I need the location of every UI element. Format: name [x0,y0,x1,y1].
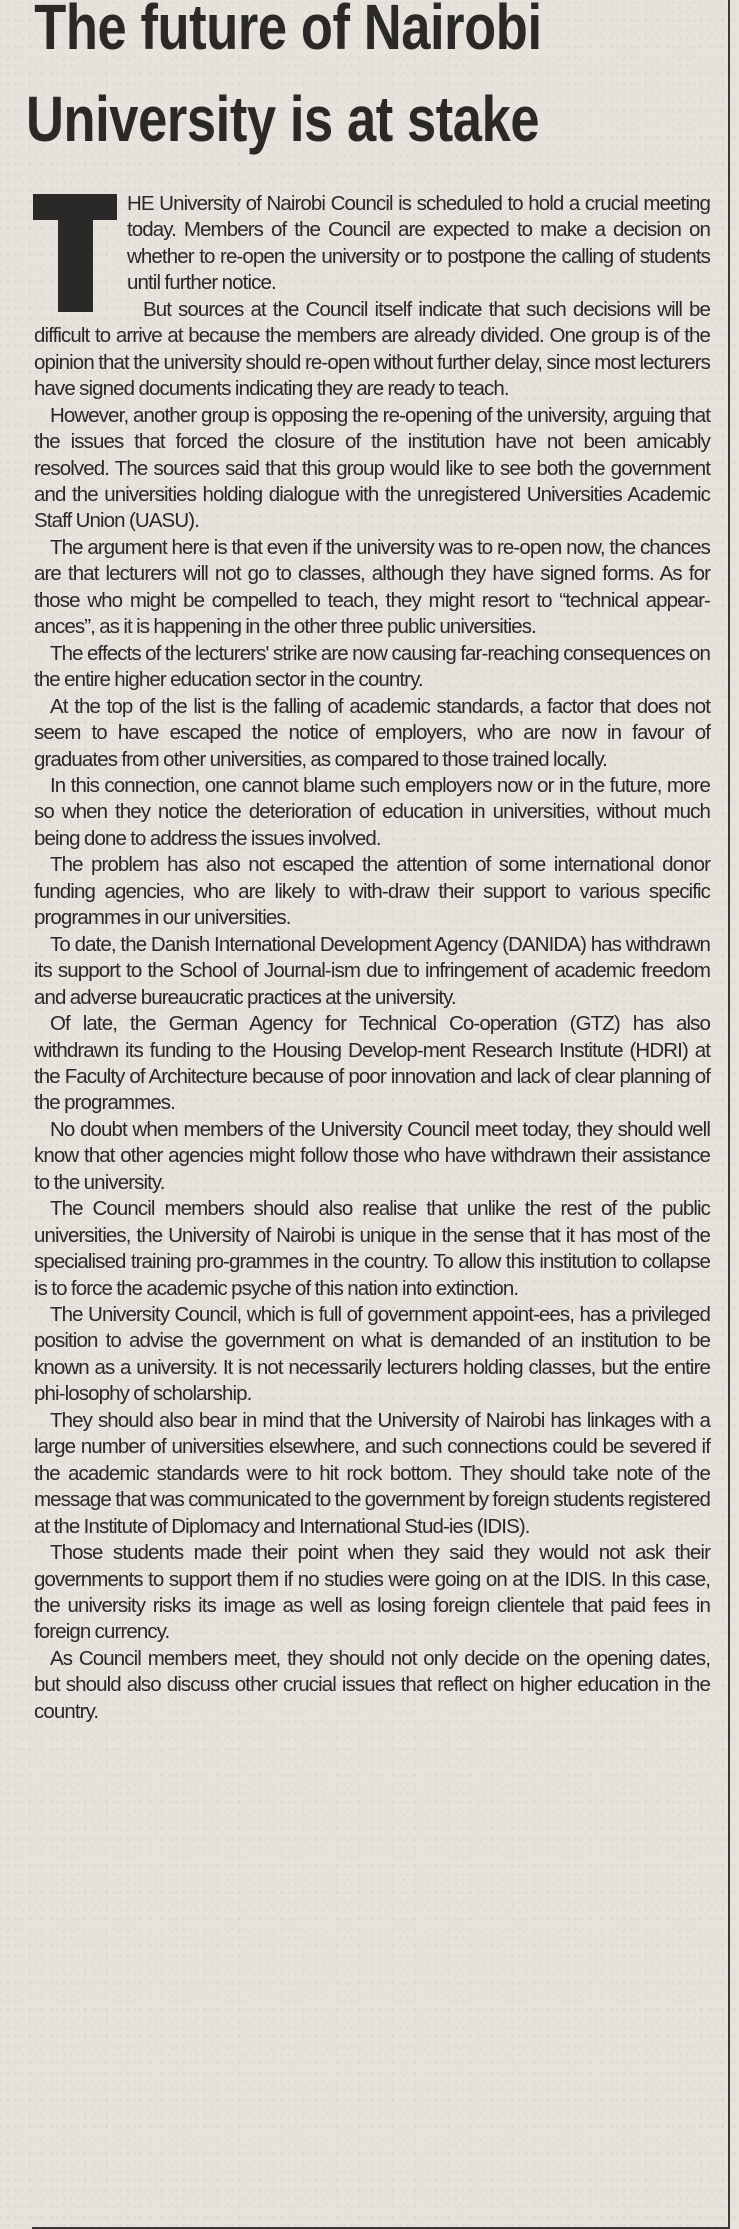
paragraph: But sources at the Council itself indicate that such decisions will be difficult to arrive at because the members are already divided. One group is of the opinion that the university should re-open without further delay, since most lecturers have signed documents indicating they are ready to teach. [34,297,710,401]
paragraph: They should also bear in mind that the University of Nairobi has linkages with a large number of universities elsewhere, and such connections could be severed if the academic standards were to hit rock bottom. They should take note of the message that was communicated to the government by foreign students registered at the Institute of Diplomacy and International Stud-ies (IDIS). [34,1408,710,1538]
paragraph: Of late, the German Agency for Technical Co-operation (GTZ) has also withdrawn its funding to the Housing Develop-ment Research Institute (HDRI) at the Faculty of Architecture because of poor innovation and lack of clear planning of the programmes. [34,1012,710,1115]
paragraph: As Council members meet, they should not only decide on the opening dates, but should also discuss other crucial issues that reflect on higher education in the country. [34,1646,710,1723]
lead-paragraph [34,191,710,297]
headline-line-1: The future of Nairobi [34,0,542,63]
paragraph: The effects of the lecturers' strike are now causing far-reaching consequences on the entire higher education sector in the country. [34,641,710,692]
paragraph: To date, the Danish International Development Agency (DANIDA) has withdrawn its support to the School of Journal-ism due to infringement of academic freedom and adverse bureaucratic practices at the university. [34,932,710,1009]
paragraph: The argument here is that even if the university was to re-open now, the chances are that lecturers will not go to classes, although they have signed forms. As for those who might be compelled to teach, they might resort to “technical appear-ances”, as it is happening in the other three public universities. [34,535,710,639]
lead-paragraph-text: HE University of Nairobi Council is scheduled to hold a crucial meeting today. Members of the Council are expected to make a decision on whether to re-open the university or to postpone the calling of students until further notice. [127,192,710,295]
headline-line-2: University is at stake [26,83,540,155]
drop-cap [33,194,117,312]
paragraph: Those students made their point when they said they would not ask their governments to support them if no studies were going on at the IDIS. In this case, the university risks its image as well as losing foreign clientele that paid fees in foreign currency. [34,1541,710,1644]
headline [26,0,600,160]
drop-cap-letter [33,194,117,312]
column-rule-right [728,0,730,2229]
paragraph: However, another group is opposing the re-opening of the university, arguing that the issues that forced the closure of the institution have not been amicably resolved. The sources said that this group would like to see both the government and the universities holding dialogue with the unregistered Universities Academic Staff Union (UASU). [34,403,710,533]
paragraph: In this connection, one cannot blame such employers now or in the future, more so when they notice the deterioration of education in universities, without much being done to address the issues involved. [34,773,710,850]
paragraph: The University Council, which is full of government appoint-ees, has a privileged position to advise the government on what is demanded of an institution to be known as a university. It is not necessarily lecturers holding classes, but the entire phi-losophy of scholarship. [34,1303,710,1406]
paragraph: At the top of the list is the falling of academic standards, a factor that does not seem to have escaped the notice of employers, who are now in favour of graduates from other universities, as compared to those trained locally. [34,694,710,771]
article-body [34,191,710,1725]
paragraph: No doubt when members of the University Council meet today, they should well know that other agencies might follow those who have withdrawn their assistance to the university. [34,1117,710,1194]
paragraph: The Council members should also realise that unlike the rest of the public universities, the University of Nairobi is unique in the sense that it has most of the specialised training pro-grammes in the country. To allow this institution to collapse is to force the academic psyche of this nation into extinction. [34,1197,710,1300]
paragraph: The problem has also not escaped the attention of some international donor funding agencies, who are likely to with-draw their support to various specific programmes in our universities. [34,853,710,930]
